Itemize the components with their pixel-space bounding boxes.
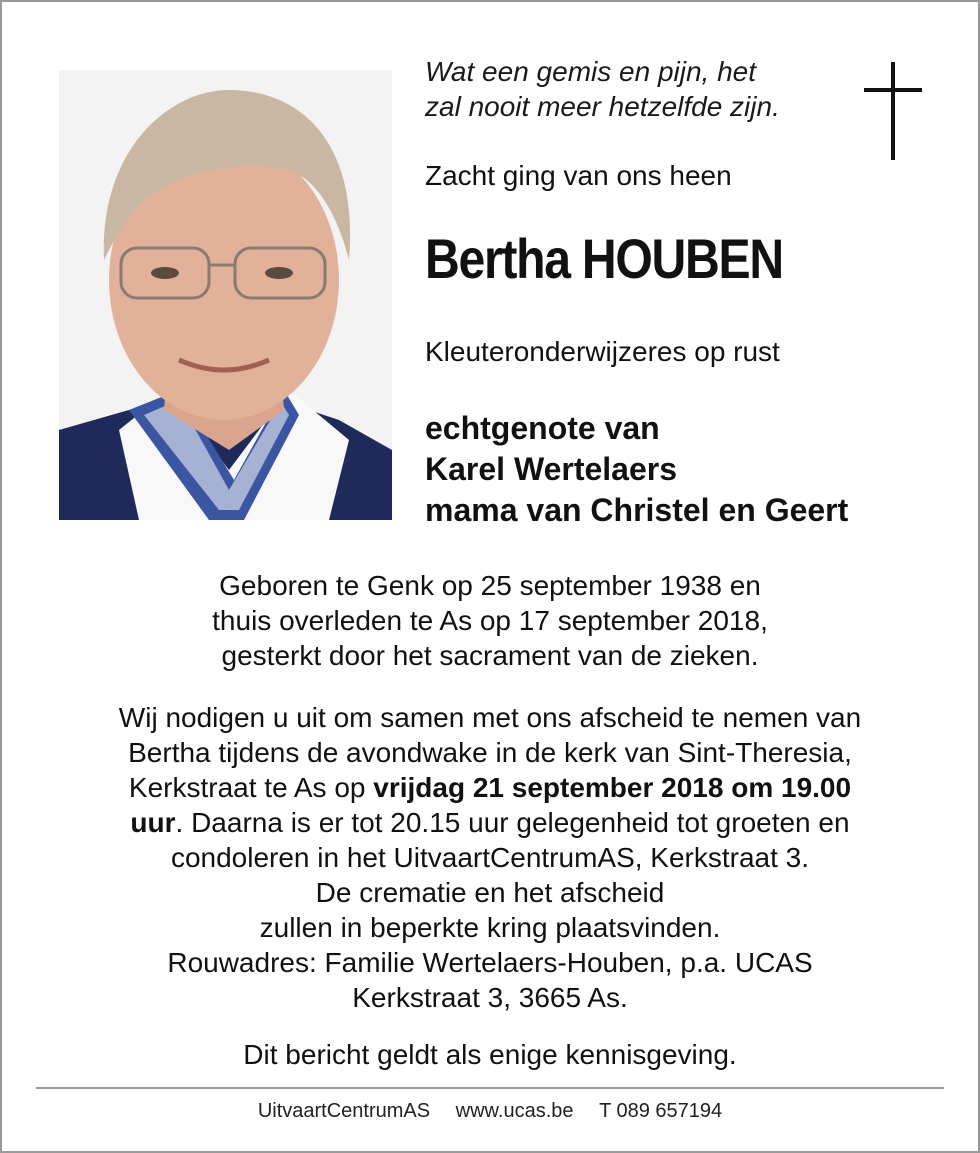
invitation-line-9: Kerkstraat 3, 3665 As. (352, 982, 628, 1013)
footer-company: UitvaartCentrumAS (257, 1100, 431, 1122)
invitation-line-4-post: . Daarna is er tot 20.15 uur gelegenheid tot groeten en (175, 807, 850, 838)
footer (36, 1100, 944, 1123)
birth-line-3: gesterkt door het sacrament van de zieken. (221, 640, 759, 671)
portrait-illustration (59, 70, 392, 520)
verse-line-1: Wat een gemis en pijn, het (425, 56, 757, 87)
footer-divider (36, 1087, 944, 1089)
invitation-line-3-pre: Kerkstraat te As op (128, 772, 374, 803)
intro-text: Zacht ging van ons heen (425, 160, 732, 191)
cross-icon (864, 62, 922, 160)
footer-website-link[interactable]: www.ucas.be (455, 1100, 574, 1122)
deceased-name: Bertha HOUBEN (425, 227, 783, 290)
invitation-line-4 (40, 805, 940, 840)
profession-text: Kleuteronderwijzeres op rust (425, 336, 780, 367)
invitation-line-5: condoleren in het UitvaartCentrumAS, Kerkstraat 3. (170, 842, 810, 873)
wake-datetime: vrijdag 21 september 2018 om 19.00 (373, 772, 852, 803)
invitation-text (40, 700, 940, 1015)
invitation-line-6: De crematie en het afscheid (315, 877, 665, 908)
relations-line-2: Karel Wertelaers (425, 451, 677, 487)
birth-line-2: thuis overleden te As op 17 september 2018, (212, 605, 768, 636)
memorial-verse (425, 54, 845, 124)
invitation-line-7: zullen in beperkte kring plaatsvinden. (259, 912, 721, 943)
portrait-photo (59, 70, 392, 520)
relations-line-1: echtgenote van (425, 410, 660, 446)
notice-text: Dit bericht geldt als enige kennisgeving. (243, 1039, 737, 1070)
footer-phone: T 089 657194 (599, 1100, 723, 1122)
birth-line-1: Geboren te Genk op 25 september 1938 en (219, 570, 761, 601)
invitation-line-2: Bertha tijdens de avondwake in de kerk van Sint-Theresia, (128, 737, 852, 768)
relations-line-3: mama van Christel en Geert (425, 492, 849, 528)
wake-datetime-end: uur (130, 807, 176, 838)
invitation-line-3 (40, 770, 940, 805)
birth-death-details (40, 568, 940, 673)
verse-line-2: zal nooit meer hetzelfde zijn. (425, 91, 780, 122)
invitation-line-8: Rouwadres: Familie Wertelaers-Houben, p.a. UCAS (167, 947, 813, 978)
invitation-line-1: Wij nodigen u uit om samen met ons afscheid te nemen van (118, 702, 862, 733)
relations-block (425, 408, 848, 531)
